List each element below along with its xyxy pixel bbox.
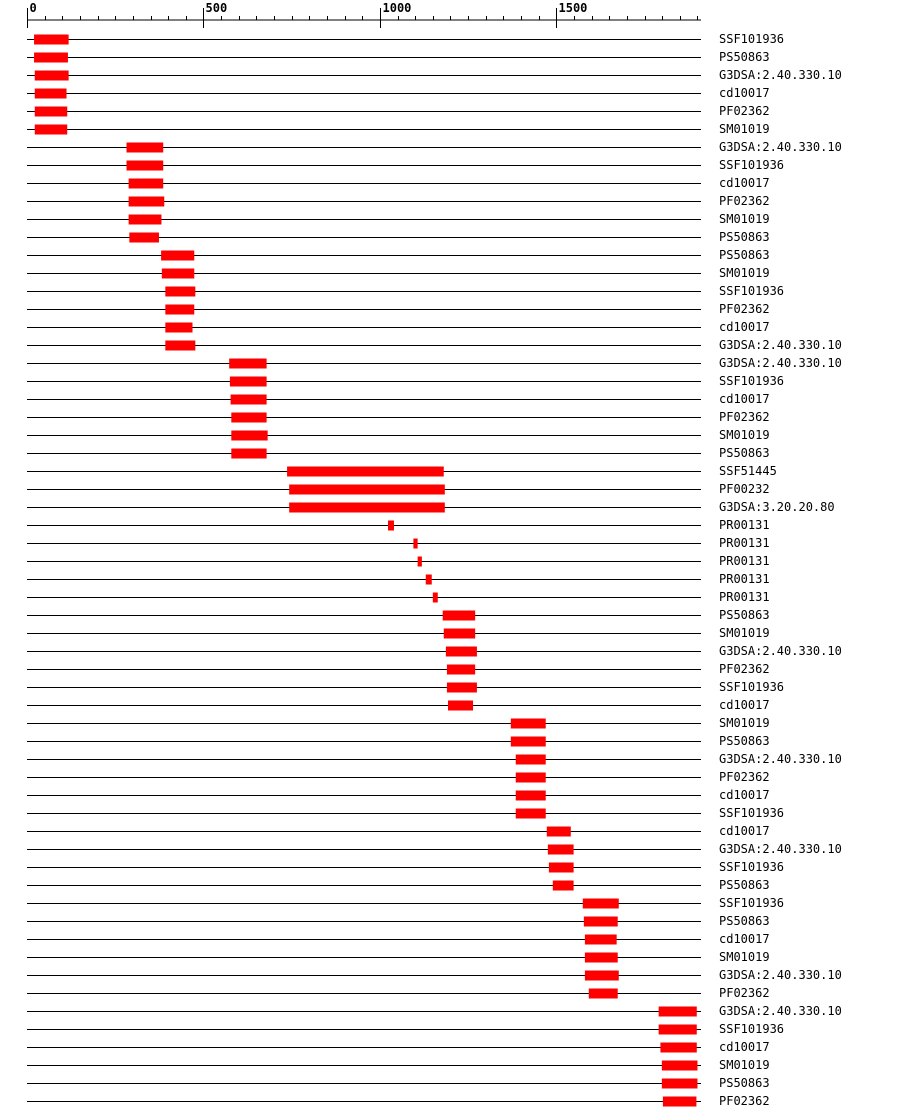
track-label: SSF101936 bbox=[719, 374, 785, 388]
track-label: G3DSA:2.40.330.10 bbox=[719, 752, 842, 766]
track-row bbox=[27, 32, 784, 46]
feature-bar bbox=[660, 1043, 696, 1053]
track-label: SM01019 bbox=[719, 716, 770, 730]
feature-bar bbox=[35, 125, 67, 135]
feature-bar bbox=[448, 701, 473, 711]
feature-bar bbox=[584, 917, 618, 927]
track-label: PF02362 bbox=[719, 302, 770, 316]
track-label: PF02362 bbox=[719, 1094, 770, 1108]
track-row bbox=[27, 788, 770, 802]
track-label: SM01019 bbox=[719, 626, 770, 640]
track-label: G3DSA:2.40.330.10 bbox=[719, 338, 842, 352]
track-row bbox=[27, 1076, 770, 1090]
track-label: cd10017 bbox=[719, 824, 770, 838]
track-row bbox=[27, 644, 842, 658]
track-row bbox=[27, 338, 842, 352]
feature-tracks bbox=[27, 32, 842, 1108]
track-row bbox=[27, 392, 770, 406]
feature-bar bbox=[165, 341, 195, 351]
feature-bar bbox=[418, 557, 422, 567]
feature-bar bbox=[165, 323, 192, 333]
feature-bar bbox=[511, 737, 546, 747]
feature-bar bbox=[662, 1061, 698, 1071]
feature-bar bbox=[511, 719, 546, 729]
track-row bbox=[27, 464, 777, 478]
feature-bar bbox=[165, 305, 194, 315]
track-label: SM01019 bbox=[719, 428, 770, 442]
track-row bbox=[27, 248, 770, 262]
feature-bar bbox=[444, 629, 475, 639]
track-label: PS50863 bbox=[719, 734, 770, 748]
feature-bar bbox=[231, 431, 267, 441]
track-row bbox=[27, 410, 770, 424]
track-label: cd10017 bbox=[719, 320, 770, 334]
track-label: SM01019 bbox=[719, 266, 770, 280]
track-row bbox=[27, 734, 770, 748]
feature-bar bbox=[516, 773, 546, 783]
feature-bar bbox=[426, 575, 432, 585]
track-row bbox=[27, 194, 770, 208]
feature-bar bbox=[289, 485, 445, 495]
feature-bar bbox=[127, 143, 164, 153]
track-row bbox=[27, 122, 770, 136]
track-row bbox=[27, 158, 784, 172]
feature-bar bbox=[165, 287, 195, 297]
track-label: G3DSA:2.40.330.10 bbox=[719, 842, 842, 856]
track-row bbox=[27, 356, 842, 370]
feature-bar bbox=[161, 251, 194, 261]
track-row bbox=[27, 986, 770, 1000]
feature-bar bbox=[229, 359, 266, 369]
track-row bbox=[27, 608, 770, 622]
track-label: SSF101936 bbox=[719, 158, 785, 172]
track-label: G3DSA:2.40.330.10 bbox=[719, 140, 842, 154]
track-row bbox=[27, 932, 770, 946]
track-label: SSF101936 bbox=[719, 806, 785, 820]
track-label: G3DSA:2.40.330.10 bbox=[719, 1004, 842, 1018]
track-label: PS50863 bbox=[719, 878, 770, 892]
track-row bbox=[27, 140, 842, 154]
feature-bar bbox=[129, 215, 162, 225]
track-row bbox=[27, 860, 784, 874]
track-label: PF02362 bbox=[719, 662, 770, 676]
feature-bar bbox=[548, 845, 574, 855]
track-row bbox=[27, 968, 842, 982]
feature-bar bbox=[443, 611, 475, 621]
feature-bar bbox=[388, 521, 394, 531]
track-row bbox=[27, 554, 770, 568]
track-label: cd10017 bbox=[719, 932, 770, 946]
track-row bbox=[27, 446, 770, 460]
feature-bar bbox=[447, 683, 477, 693]
track-label: SSF101936 bbox=[719, 860, 785, 874]
track-row bbox=[27, 806, 784, 820]
track-row bbox=[27, 590, 770, 604]
track-row bbox=[27, 572, 770, 586]
feature-bar bbox=[129, 179, 164, 189]
track-label: PS50863 bbox=[719, 50, 770, 64]
track-row bbox=[27, 176, 770, 190]
track-label: PF02362 bbox=[719, 104, 770, 118]
feature-bar bbox=[659, 1025, 697, 1035]
track-row bbox=[27, 752, 842, 766]
track-row bbox=[27, 374, 784, 388]
feature-bar bbox=[231, 413, 266, 423]
track-label: SSF101936 bbox=[719, 32, 785, 46]
feature-bar bbox=[547, 827, 571, 837]
track-row bbox=[27, 284, 784, 298]
feature-bar bbox=[231, 449, 266, 459]
feature-bar bbox=[230, 377, 267, 387]
feature-bar bbox=[129, 233, 159, 243]
track-row bbox=[27, 536, 770, 550]
track-row bbox=[27, 266, 770, 280]
track-row bbox=[27, 680, 784, 694]
track-label: PR00131 bbox=[719, 572, 770, 586]
feature-bar bbox=[35, 71, 69, 81]
track-label: SSF51445 bbox=[719, 464, 777, 478]
track-row bbox=[27, 626, 770, 640]
position-axis bbox=[27, 1, 701, 28]
track-row bbox=[27, 824, 770, 838]
feature-bar bbox=[287, 467, 444, 477]
feature-bar bbox=[516, 809, 546, 819]
track-label: PF02362 bbox=[719, 194, 770, 208]
track-row bbox=[27, 842, 842, 856]
track-label: cd10017 bbox=[719, 86, 770, 100]
track-label: G3DSA:2.40.330.10 bbox=[719, 68, 842, 82]
track-label: PR00131 bbox=[719, 554, 770, 568]
feature-bar bbox=[446, 647, 477, 657]
track-label: SM01019 bbox=[719, 1058, 770, 1072]
track-label: SSF101936 bbox=[719, 680, 785, 694]
feature-bar bbox=[289, 503, 445, 513]
track-row bbox=[27, 896, 784, 910]
track-label: PS50863 bbox=[719, 1076, 770, 1090]
track-row bbox=[27, 86, 770, 100]
feature-bar bbox=[447, 665, 475, 675]
feature-bar bbox=[162, 269, 194, 279]
feature-bar bbox=[35, 107, 67, 117]
track-row bbox=[27, 698, 770, 712]
axis-tick-label: 0 bbox=[29, 1, 37, 15]
track-label: PR00131 bbox=[719, 518, 770, 532]
feature-bar bbox=[127, 161, 164, 171]
track-row bbox=[27, 50, 770, 64]
feature-bar bbox=[231, 395, 267, 405]
axis-tick-label: 1000 bbox=[382, 1, 412, 15]
track-row bbox=[27, 1022, 784, 1036]
feature-bar bbox=[34, 53, 68, 63]
track-row bbox=[27, 950, 770, 964]
feature-bar bbox=[516, 755, 546, 765]
track-row bbox=[27, 320, 770, 334]
track-label: SM01019 bbox=[719, 122, 770, 136]
track-label: SM01019 bbox=[719, 950, 770, 964]
feature-bar bbox=[553, 881, 574, 891]
track-label: SSF101936 bbox=[719, 896, 785, 910]
track-label: cd10017 bbox=[719, 392, 770, 406]
track-row bbox=[27, 1094, 770, 1108]
track-row bbox=[27, 878, 770, 892]
track-row bbox=[27, 68, 842, 82]
track-row bbox=[27, 716, 770, 730]
feature-bar bbox=[585, 935, 617, 945]
feature-bar bbox=[129, 197, 165, 207]
feature-bar bbox=[413, 539, 417, 549]
track-row bbox=[27, 662, 770, 676]
feature-bar bbox=[549, 863, 574, 873]
feature-bar bbox=[663, 1097, 697, 1107]
track-row bbox=[27, 482, 770, 496]
track-row bbox=[27, 1040, 770, 1054]
feature-bar bbox=[433, 593, 438, 603]
feature-bar bbox=[589, 989, 618, 999]
track-label: PS50863 bbox=[719, 230, 770, 244]
feature-bar bbox=[516, 791, 546, 801]
track-row bbox=[27, 500, 835, 514]
track-row bbox=[27, 770, 770, 784]
track-label: PF00232 bbox=[719, 482, 770, 496]
track-label: cd10017 bbox=[719, 1040, 770, 1054]
track-row bbox=[27, 230, 770, 244]
track-label: SM01019 bbox=[719, 212, 770, 226]
track-label: PF02362 bbox=[719, 410, 770, 424]
track-label: SSF101936 bbox=[719, 284, 785, 298]
track-row bbox=[27, 104, 770, 118]
track-label: G3DSA:3.20.20.80 bbox=[719, 500, 835, 514]
feature-bar bbox=[35, 89, 67, 99]
track-label: PR00131 bbox=[719, 536, 770, 550]
track-label: cd10017 bbox=[719, 788, 770, 802]
track-label: PS50863 bbox=[719, 446, 770, 460]
feature-bar bbox=[662, 1079, 698, 1089]
track-row bbox=[27, 428, 770, 442]
feature-bar bbox=[585, 971, 619, 981]
track-label: SSF101936 bbox=[719, 1022, 785, 1036]
feature-bar bbox=[34, 35, 69, 45]
track-label: PS50863 bbox=[719, 608, 770, 622]
track-label: cd10017 bbox=[719, 176, 770, 190]
track-label: PF02362 bbox=[719, 770, 770, 784]
track-label: G3DSA:2.40.330.10 bbox=[719, 644, 842, 658]
track-row bbox=[27, 518, 770, 532]
track-row bbox=[27, 1058, 770, 1072]
feature-bar bbox=[583, 899, 619, 909]
track-row bbox=[27, 1004, 842, 1018]
axis-tick-label: 1500 bbox=[558, 1, 588, 15]
axis-tick-label: 500 bbox=[205, 1, 228, 15]
track-row bbox=[27, 914, 770, 928]
track-label: PS50863 bbox=[719, 914, 770, 928]
track-label: G3DSA:2.40.330.10 bbox=[719, 356, 842, 370]
track-row bbox=[27, 302, 770, 316]
track-label: PF02362 bbox=[719, 986, 770, 1000]
track-label: PS50863 bbox=[719, 248, 770, 262]
feature-bar bbox=[585, 953, 618, 963]
track-label: G3DSA:2.40.330.10 bbox=[719, 968, 842, 982]
track-label: cd10017 bbox=[719, 698, 770, 712]
feature-bar bbox=[659, 1007, 697, 1017]
track-label: PR00131 bbox=[719, 590, 770, 604]
track-row bbox=[27, 212, 770, 226]
